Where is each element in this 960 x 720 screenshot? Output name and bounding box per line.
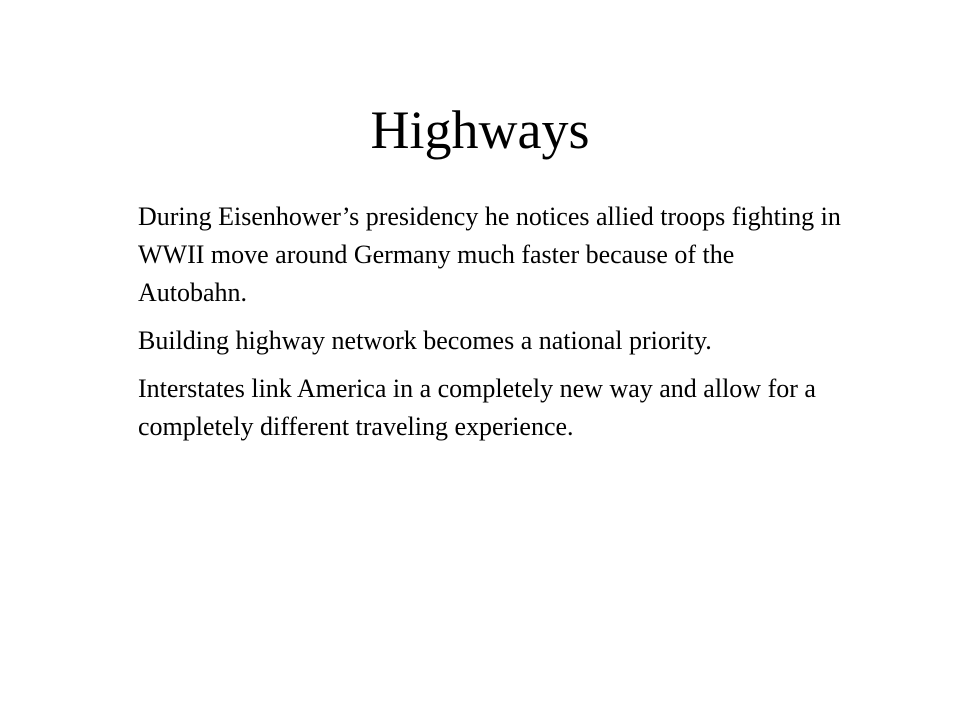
paragraph-interstates: Interstates link America in a completely new way and allow for a completely different traveling experience. [138, 374, 816, 441]
paragraph-autobahn: During Eisenhower’s presidency he notices allied troops fighting in WWII move around Germany much faster because of the Autobahn. [138, 202, 841, 307]
slide-body [138, 198, 848, 456]
slide-title: Highways [370, 100, 590, 160]
paragraph-national-priority: Building highway network becomes a national priority. [138, 326, 712, 355]
